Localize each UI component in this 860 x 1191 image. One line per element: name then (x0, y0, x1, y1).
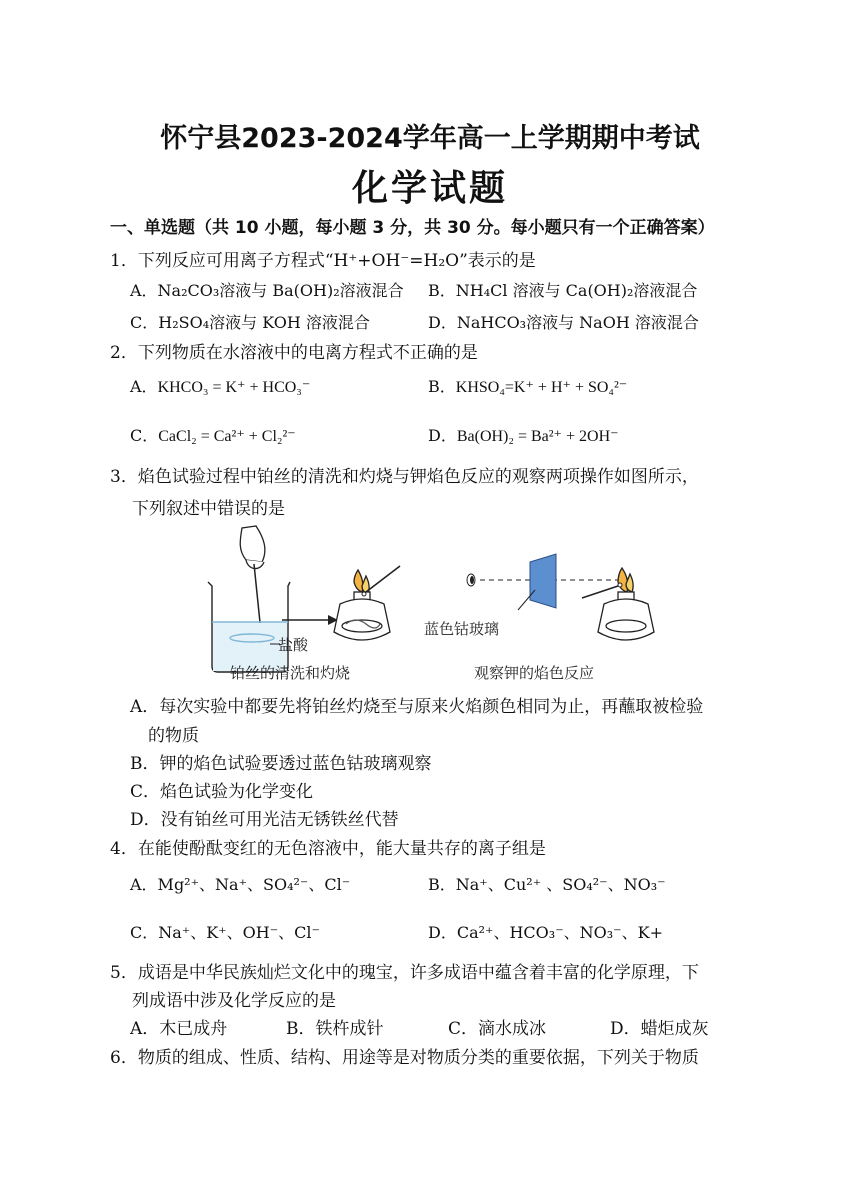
question-5-option-a: A．木已成舟 (130, 1019, 228, 1039)
beaker-icon (208, 582, 290, 672)
question-5-option-c: C．滴水成冰 (448, 1019, 547, 1039)
question-1-option-d: D．NaHCO₃溶液与 NaOH 溶液混合 (428, 313, 699, 332)
question-5-stem-line1: 5．成语是中华民族灿烂文化中的瑰宝，许多成语中蕴含着丰富的化学原理，下 (110, 963, 699, 983)
caption-left: 铂丝的清洗和灼烧 (230, 664, 351, 682)
question-4-stem: 4．在能使酚酞变红的无色溶液中，能大量共存的离子组是 (110, 839, 546, 859)
question-3-stem-line1: 3．焰色试验过程中铂丝的清洗和灼烧与钾焰色反应的观察两项操作如图所示， (110, 467, 699, 487)
alcohol-lamp-icon-right (598, 568, 654, 640)
equation: KHSO₄=K⁺ + H⁺ + SO₄²⁻ (455, 379, 628, 396)
question-2-option-c (130, 423, 296, 446)
question-1-option-a: A．Na₂CO₃溶液与 Ba(OH)₂溶液混合 (130, 281, 404, 300)
equation: CaCl₂ = Ca²⁺ + Cl₂²⁻ (158, 428, 296, 445)
section-heading: 一、单选题（共 10 小题，每小题 3 分，共 30 分。每小题只有一个正确答案） (110, 218, 715, 238)
eye-icon (467, 574, 475, 586)
option-label: A． (130, 377, 158, 396)
question-4-option-d: D．Ca²⁺、HCO₃⁻、NO₃⁻、K+ (428, 923, 663, 942)
question-6-stem: 6．物质的组成、性质、结构、用途等是对物质分类的重要依据，下列关于物质 (110, 1048, 699, 1068)
question-4-option-b: B．Na⁺、Cu²⁺ 、SO₄²⁻、NO₃⁻ (428, 875, 666, 894)
acid-label: 盐酸 (278, 636, 309, 654)
question-2-option-b (428, 374, 627, 397)
equation: Ba(OH)₂ = Ba²⁺ + 2OH⁻ (456, 428, 619, 445)
option-label: C． (130, 426, 159, 445)
question-2-stem: 2．下列物质在水溶液中的电离方程式不正确的是 (110, 343, 478, 363)
question-4-option-a: A．Mg²⁺、Na⁺、SO₄²⁻、Cl⁻ (130, 875, 351, 894)
question-5-stem-line2: 列成语中涉及化学反应的是 (132, 991, 336, 1011)
question-3-option-a-line1: A．每次实验中都要先将铂丝灼烧至与原来火焰颜色相同为止，再蘸取被检验 (130, 697, 704, 717)
option-label: B． (428, 377, 456, 396)
caption-right: 观察钾的焰色反应 (474, 664, 595, 682)
question-1-stem: 1．下列反应可用离子方程式“H⁺+OH⁻=H₂O”表示的是 (110, 251, 536, 271)
right-wire-tip (618, 583, 622, 587)
wire-tip (362, 592, 366, 596)
question-3-option-d: D．没有铂丝可用光洁无锈铁丝代替 (130, 810, 399, 830)
wire-in-flame (366, 566, 400, 592)
question-2-option-d (428, 423, 619, 446)
hand-icon (240, 526, 265, 569)
cobalt-glass-icon (530, 554, 556, 608)
arrow-icon (282, 615, 338, 625)
question-3-option-b: B．钾的焰色试验要透过蓝色钴玻璃观察 (130, 754, 432, 774)
question-1-option-c: C．H₂SO₄溶液与 KOH 溶液混合 (130, 313, 370, 332)
question-1-option-b: B．NH₄Cl 溶液与 Ca(OH)₂溶液混合 (428, 281, 698, 300)
question-5-option-b: B．铁杵成针 (286, 1019, 384, 1039)
cobalt-glass-label: 蓝色钴玻璃 (424, 620, 500, 638)
question-3-option-a-line2: 的物质 (148, 726, 199, 746)
option-label: D． (428, 426, 457, 445)
wire-in-right-flame (582, 586, 618, 598)
question-2-option-a (130, 374, 310, 397)
question-3-stem-line2: 下列叙述中错误的是 (132, 499, 285, 519)
question-4-option-c: C．Na⁺、K⁺、OH⁻、Cl⁻ (130, 923, 320, 942)
flame-test-figure (190, 520, 670, 690)
question-5-option-d: D．蜡炬成灰 (610, 1019, 709, 1039)
equation: KHCO₃ = K⁺ + HCO₃⁻ (157, 379, 311, 396)
question-3-option-c: C．焰色试验为化学变化 (130, 782, 314, 802)
exam-subtitle: 化学试题 (351, 168, 508, 209)
exam-title: 怀宁县2023-2024学年高一上学期期中考试 (160, 123, 700, 154)
